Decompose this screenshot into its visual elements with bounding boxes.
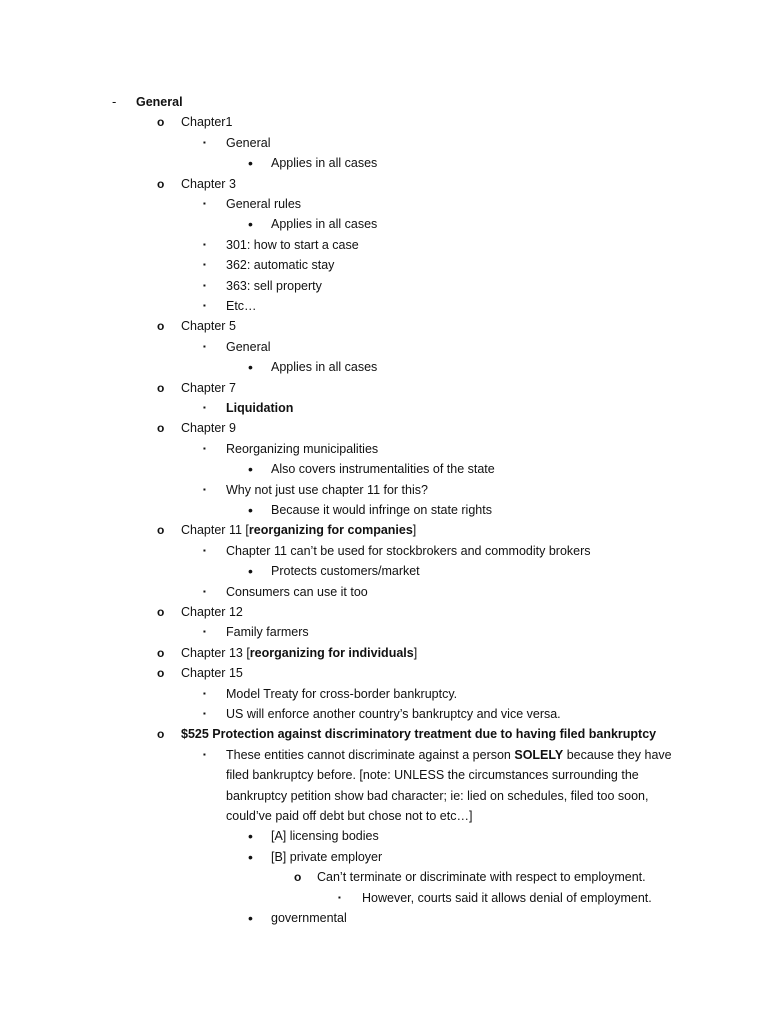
outline-text: [226, 765, 639, 785]
bullet-marker: ▪: [203, 443, 206, 453]
outline-text: [271, 500, 492, 520]
outline-text: [226, 541, 591, 561]
text-run: Chapter 9: [181, 421, 236, 436]
outline-text: [226, 133, 270, 153]
text-run: Why not just use chapter 11 for this?: [226, 482, 428, 497]
text-run: ]: [412, 523, 417, 538]
text-run: reorganizing for companies: [248, 523, 413, 538]
outline-text: [271, 561, 420, 581]
outline-text: [226, 806, 472, 826]
outline-text: [271, 908, 347, 928]
text-run: Applies in all cases: [271, 156, 378, 171]
text-run: governmental: [271, 911, 347, 925]
text-run: Consumers can use it too: [226, 584, 368, 599]
outline-text: [271, 357, 377, 377]
text-run: General: [226, 339, 271, 354]
text-run: General: [226, 135, 271, 150]
outline-text: [226, 276, 322, 296]
text-run: filed bankruptcy before. [note: UNLESS the circumstances surrounding the: [226, 768, 639, 783]
bullet-marker: ▪: [203, 137, 206, 147]
text-run: Chapter 15: [181, 666, 243, 681]
outline-text: [226, 439, 378, 459]
outline-text: [181, 602, 243, 622]
text-run: These entities cannot discriminate against a person: [226, 747, 515, 762]
bullet-marker: ▪: [203, 709, 206, 718]
outline-text: [226, 235, 359, 255]
bullet-marker: o: [157, 176, 165, 191]
outline-text: [271, 459, 495, 479]
bullet-marker: ▪: [203, 749, 206, 759]
text-run: 362: automatic stay: [226, 258, 335, 273]
outline-text: [181, 418, 236, 438]
text-run: Etc…: [226, 299, 257, 313]
text-run: [B] private employer: [271, 849, 383, 864]
outline-text: [181, 724, 656, 744]
bullet-marker: •: [248, 359, 253, 376]
bullet-marker: •: [248, 461, 253, 478]
text-run: Chapter 3: [181, 176, 236, 191]
text-run: Also covers instrumentalities of the state: [271, 462, 495, 477]
bullet-marker: •: [248, 502, 253, 518]
outline-text: [226, 786, 648, 806]
bullet-marker: ▪: [203, 260, 206, 270]
outline-text: [317, 867, 646, 887]
text-run: Because it would infringe on state rights: [271, 503, 492, 517]
bullet-marker: ▪: [203, 403, 206, 412]
outline-text: [226, 684, 457, 704]
bullet-marker: o: [157, 115, 165, 130]
outline-text: [181, 174, 236, 194]
bullet-marker: •: [248, 155, 253, 172]
outline-text: [226, 622, 309, 642]
outline-text: [226, 398, 293, 418]
outline-text: [226, 582, 368, 602]
bullet-marker: •: [248, 848, 253, 865]
text-run: 363: sell property: [226, 278, 322, 293]
text-run: Liquidation: [226, 401, 294, 415]
outline-text: [226, 194, 301, 214]
outline-text: [271, 847, 382, 867]
bullet-marker: •: [248, 563, 253, 580]
text-run: However, courts said it allows denial of employment.: [362, 890, 652, 905]
text-run: Chapter1: [181, 115, 233, 130]
bullet-marker: •: [248, 910, 253, 926]
outline-text: [226, 704, 561, 724]
bullet-marker: o: [157, 645, 165, 660]
text-run: bankruptcy petition show bad character; ie: lied on schedules, filed too soon,: [226, 788, 649, 803]
text-run: 301: how to start a case: [226, 237, 359, 252]
bullet-marker: ▪: [203, 545, 206, 555]
text-run: SOLELY: [514, 747, 564, 762]
outline-text: [226, 480, 428, 500]
bullet-marker: o: [157, 380, 165, 395]
text-run: could’ve paid off debt but chose not to etc…]: [226, 809, 473, 823]
text-run: because they have: [563, 747, 672, 762]
text-run: ]: [413, 645, 418, 660]
outline-text: [181, 316, 236, 336]
bullet-marker: ▪: [203, 301, 206, 310]
text-run: Reorganizing municipalities: [226, 441, 379, 456]
text-run: Chapter 11 can’t be used for stockbrokers and commodity brokers: [226, 543, 591, 558]
bullet-marker: o: [157, 666, 165, 681]
bullet-marker: o: [157, 523, 165, 538]
bullet-marker: ▪: [203, 688, 206, 698]
bullet-marker: •: [248, 828, 253, 845]
bullet-marker: ▪: [203, 627, 206, 637]
outline-text: [181, 663, 243, 683]
text-run: reorganizing for individuals: [249, 645, 414, 660]
bullet-marker: ▪: [338, 892, 341, 902]
outline-text: [181, 378, 236, 398]
outline-text: [271, 214, 377, 234]
bullet-marker: ▪: [203, 199, 206, 208]
bullet-marker: ▪: [203, 484, 206, 494]
bullet-marker: o: [157, 421, 165, 436]
outline-text: [226, 745, 672, 765]
bullet-marker: ▪: [203, 341, 206, 351]
text-run: Chapter 5: [181, 319, 236, 334]
bullet-marker: o: [157, 319, 165, 334]
outline-text: [136, 92, 183, 112]
bullet-marker: ▪: [203, 280, 206, 290]
bullet-marker: •: [248, 216, 253, 233]
text-run: Applies in all cases: [271, 217, 378, 232]
text-run: General rules: [226, 197, 302, 211]
text-run: Chapter 12: [181, 605, 243, 619]
outline-text: [181, 643, 417, 663]
text-run: Chapter 7: [181, 380, 236, 395]
text-run: Applies in all cases: [271, 360, 378, 375]
text-run: Model Treaty for cross-border bankruptcy.: [226, 686, 458, 701]
text-run: US will enforce another country’s bankruptcy and vice versa.: [226, 707, 561, 721]
outline-text: [271, 826, 379, 846]
text-run: Can’t terminate or discriminate with respect to employment.: [317, 870, 646, 885]
outline-text: [226, 255, 334, 275]
outline-text: [181, 112, 232, 132]
outline-text: [181, 520, 416, 540]
outline-text: [226, 337, 270, 357]
text-run: Chapter 13 [: [181, 645, 250, 660]
text-run: $525 Protection against discriminatory treatment due to having filed bankruptcy: [181, 727, 657, 742]
text-run: Protects customers/market: [271, 564, 420, 579]
text-run: General: [136, 95, 183, 109]
bullet-marker: ▪: [203, 586, 206, 596]
bullet-marker: o: [157, 605, 165, 619]
text-run: Chapter 11 [: [181, 523, 249, 538]
bullet-marker: o: [157, 727, 165, 742]
text-run: [A] licensing bodies: [271, 829, 379, 844]
outline-text: [271, 153, 377, 173]
text-run: Family farmers: [226, 625, 309, 640]
outline-text: [362, 888, 652, 908]
outline-text: [226, 296, 257, 316]
bullet-marker: o: [294, 870, 302, 885]
bullet-marker: -: [112, 94, 117, 109]
bullet-marker: ▪: [203, 239, 206, 249]
